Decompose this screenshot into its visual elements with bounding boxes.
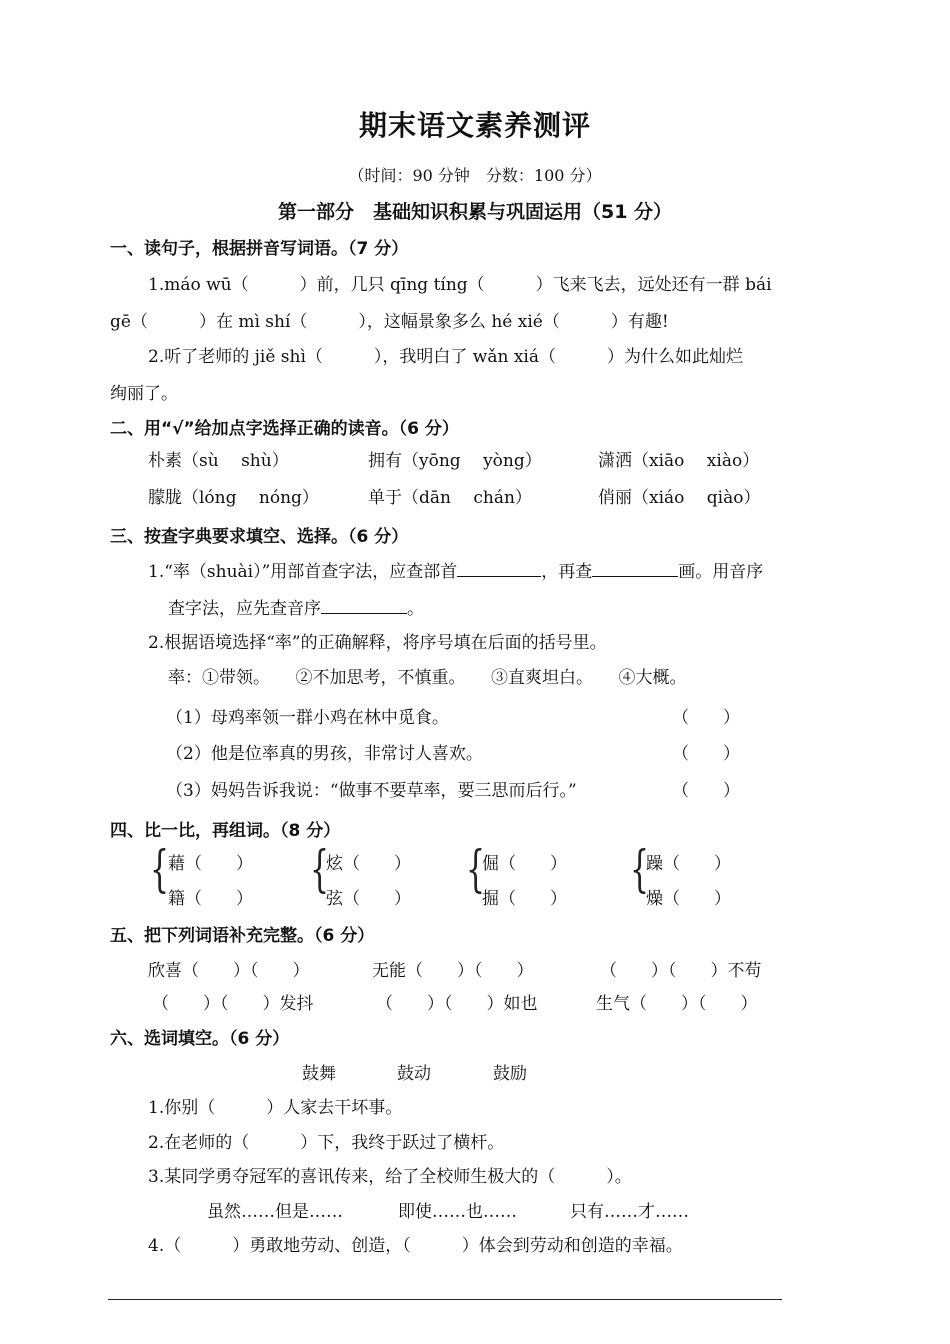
s5-item: 欣喜（ ）（ ） (148, 961, 310, 981)
blank-strokes[interactable] (592, 562, 678, 577)
answer-paren[interactable]: （ ） (672, 744, 740, 764)
section-1-heading: 一、读句子，根据拼音写词语。（7 分） (110, 239, 409, 259)
s4-char: 燥（ ） (646, 889, 731, 909)
s2-item: 潇洒（xiāo xiào） (598, 451, 760, 471)
exam-info: （时间：90 分钟 分数：100 分） (348, 166, 602, 185)
s1-line-1: 1.máo wū（ ）前，几只 qīng tíng（ ）飞来飞去，远处还有一群 bái (148, 275, 772, 295)
part-heading: 第一部分 基础知识积累与巩固运用（51 分） (277, 201, 673, 223)
s3-text: 。 (407, 599, 424, 619)
s4-char: 藉（ ） (168, 854, 253, 874)
s5-item: （ ）（ ）不苟 (600, 961, 762, 981)
s4-char: 弦（ ） (326, 889, 411, 909)
blank-radical[interactable] (457, 562, 541, 577)
s4-char: 籍（ ） (168, 889, 253, 909)
s3-line-3: 2.根据语境选择“率”的正确解释，将序号填在后面的括号里。 (148, 633, 607, 653)
s3-text: ，再查 (541, 562, 593, 582)
s4-char: 掘（ ） (482, 889, 567, 909)
s1-line-3: 2.听了老师的 jiě shì（ ），我明白了 wǎn xiá（ ）为什么如此灿烂 (148, 347, 744, 367)
s3-text: 画。用音序 (678, 562, 764, 582)
s3-question-3: （3）妈妈告诉我说：“做事不要草率，要三思而后行。” (166, 781, 577, 801)
word-option: 鼓励 (493, 1064, 527, 1084)
conjunction-option: 虽然……但是…… (207, 1202, 343, 1222)
page-title: 期末语文素养测评 (358, 109, 591, 142)
s5-item: （ ）（ ）如也 (376, 994, 538, 1014)
brace-icon: { (310, 840, 330, 898)
answer-paren[interactable]: （ ） (672, 708, 740, 728)
s1-line-4: 绚丽了。 (110, 384, 178, 404)
brace-icon: { (466, 840, 486, 898)
s5-item: 无能（ ）（ ） (372, 961, 534, 981)
section-5-heading: 五、把下列词语补充完整。（6 分） (110, 926, 375, 946)
conjunction-option: 只有……才…… (570, 1202, 689, 1222)
s4-char: 躁（ ） (646, 854, 731, 874)
section-6-heading: 六、选词填空。（6 分） (110, 1029, 290, 1049)
brace-icon: { (630, 840, 650, 898)
s3-text: 1.“率（shuài）”用部首查字法，应查部首 (148, 562, 458, 582)
word-option: 鼓舞 (302, 1064, 336, 1084)
s6-line-1: 1.你别（ ）人家去干坏事。 (148, 1098, 403, 1118)
s4-char: 炫（ ） (326, 854, 411, 874)
s6-line-2: 2.在老师的（ ）下，我终于跃过了横杆。 (148, 1133, 505, 1153)
section-4-heading: 四、比一比，再组词。（8 分） (110, 821, 341, 841)
s2-item: 单于（dān chán） (368, 488, 532, 508)
s5-item: （ ）（ ）发抖 (152, 994, 314, 1014)
brace-icon: { (150, 840, 170, 898)
s3-text: 查字法，应先查音序 (168, 599, 321, 619)
section-2-heading: 二、用“√”给加点字选择正确的读音。（6 分） (110, 419, 459, 439)
section-3-heading: 三、按查字典要求填空、选择。（6 分） (110, 527, 409, 547)
s2-item: 朴素（sù shù） (148, 451, 289, 471)
s3-line-2 (168, 594, 424, 619)
s3-line-1 (148, 557, 763, 582)
s6-line-4: 4.（ ）勇敢地劳动、创造，（ ）体会到劳动和创造的幸福。 (148, 1236, 683, 1256)
word-option: 鼓动 (397, 1064, 431, 1084)
s6-line-3: 3.某同学勇夺冠军的喜讯传来，给了全校师生极大的（ ）。 (148, 1167, 632, 1187)
blank-phonetic[interactable] (321, 599, 407, 614)
footer-divider (108, 1299, 782, 1300)
answer-paren[interactable]: （ ） (672, 781, 740, 801)
s3-definitions: 率：①带领。 ②不加思考，不慎重。 ③直爽坦白。 ④大概。 (168, 668, 687, 688)
s3-question-1: （1）母鸡率领一群小鸡在林中觅食。 (166, 708, 449, 728)
s1-line-2: gē（ ）在 mì shí（ ），这幅景象多么 hé xié（ ）有趣! (110, 312, 669, 332)
s2-item: 朦胧（lóng nóng） (148, 488, 319, 508)
s2-item: 俏丽（xiáo qiào） (598, 488, 761, 508)
conjunction-option: 即使……也…… (398, 1202, 517, 1222)
s5-item: 生气（ ）（ ） (596, 994, 758, 1014)
s4-char: 倔（ ） (482, 854, 567, 874)
s2-item: 拥有（yōng yòng） (368, 451, 542, 471)
s3-question-2: （2）他是位率真的男孩，非常讨人喜欢。 (166, 744, 483, 764)
